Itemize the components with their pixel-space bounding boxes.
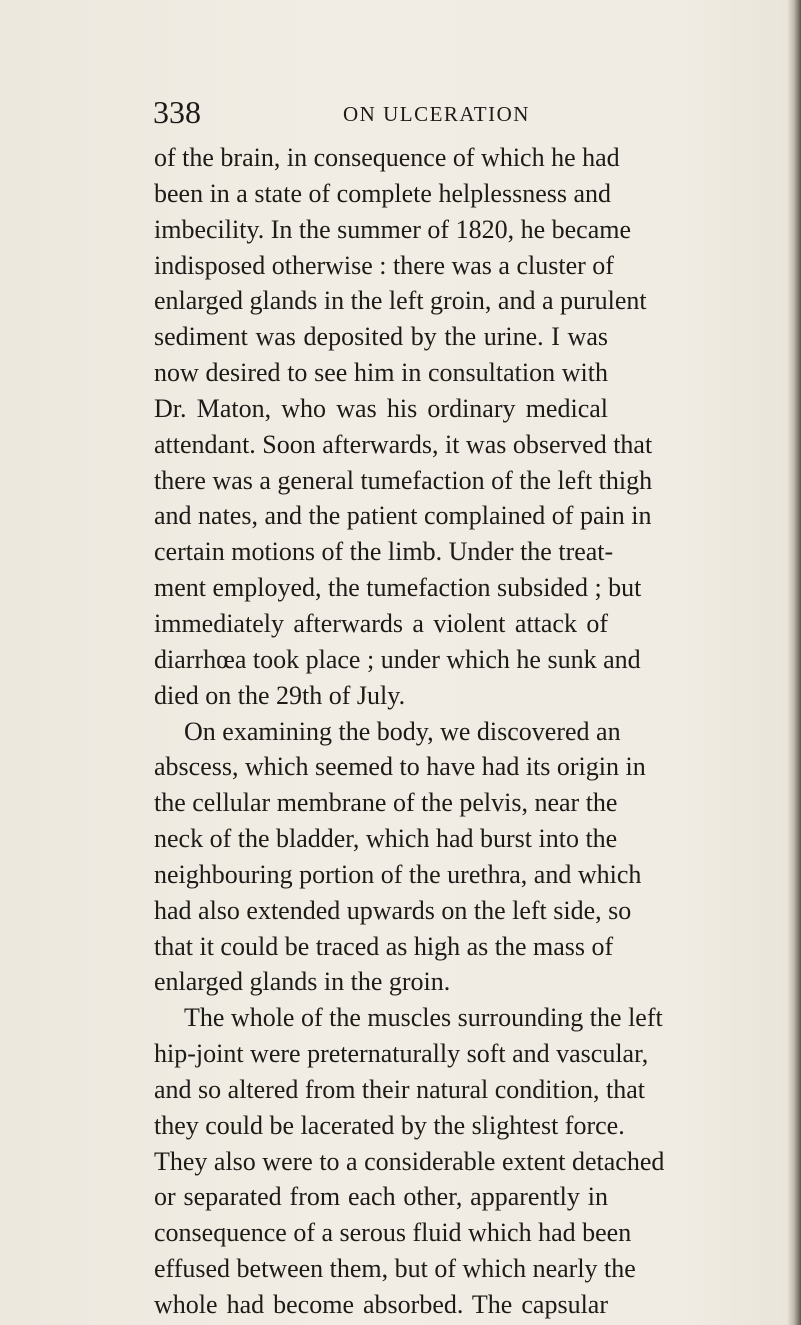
text-line: enlarged glands in the left groin, and a purulent — [154, 286, 647, 316]
text-line: imbecility. In the summer of 1820, he became — [154, 214, 632, 244]
text-line: attendant. Soon afterwards, it was observed that — [154, 429, 653, 459]
text-line: They also were to a considerable extent detached — [154, 1146, 665, 1176]
text-line: consequence of a serous fluid which had been — [154, 1218, 632, 1248]
text-line: neighbouring portion of the urethra, and which — [154, 859, 642, 889]
text-line: indisposed otherwise : there was a cluster of — [154, 250, 614, 280]
text-line: and nates, and the patient complained of pain in — [154, 501, 652, 531]
text-line: abscess, which seemed to have had its origin in — [154, 752, 646, 782]
text-line: and so altered from their natural condition, that — [154, 1074, 645, 1104]
text-line: ment employed, the tumefaction subsided ; but — [154, 573, 642, 603]
text-line: The whole of the muscles surrounding the left — [184, 1003, 663, 1033]
text-line: the cellular membrane of the pelvis, near the — [154, 788, 618, 818]
text-line: of the brain, in consequence of which he had — [154, 143, 620, 172]
text-line: been in a state of complete helplessness and — [154, 178, 612, 208]
text-line: that it could be traced as high as the mass of — [154, 931, 614, 961]
text-line: they could be lacerated by the slightest force. — [154, 1110, 625, 1140]
text-line: certain motions of the limb. Under the treat- — [154, 537, 614, 567]
body-text — [154, 140, 665, 1323]
text-line: immediately afterwards a violent attack of — [154, 608, 608, 638]
page-header — [153, 92, 613, 132]
running-head: ON ULCERATION — [343, 102, 530, 126]
text-line: or separated from each other, apparently in — [154, 1182, 608, 1212]
text-line: died on the 29th of July. — [154, 680, 406, 710]
text-line: sediment was deposited by the urine. I was — [154, 322, 608, 352]
text-line: Dr. Maton, who was his ordinary medical — [154, 393, 608, 423]
text-line: there was a general tumefaction of the left thigh — [154, 465, 653, 495]
text-line: effused between them, but of which nearly the — [154, 1254, 636, 1284]
text-line: On examining the body, we discovered an — [184, 716, 621, 746]
text-line: whole had become absorbed. The capsular — [154, 1290, 608, 1319]
text-line: diarrhœa took place ; under which he sunk and — [154, 644, 641, 674]
text-line: had also extended upwards on the left side, so — [154, 895, 632, 925]
page-number: 338 — [153, 94, 201, 130]
text-line: now desired to see him in consultation with — [154, 358, 608, 388]
text-line: neck of the bladder, which had burst into the — [154, 824, 618, 854]
page-edge-shadow — [787, 0, 801, 1325]
text-line: enlarged glands in the groin. — [154, 967, 451, 997]
text-line: hip-joint were preternaturally soft and vascular, — [154, 1039, 649, 1069]
